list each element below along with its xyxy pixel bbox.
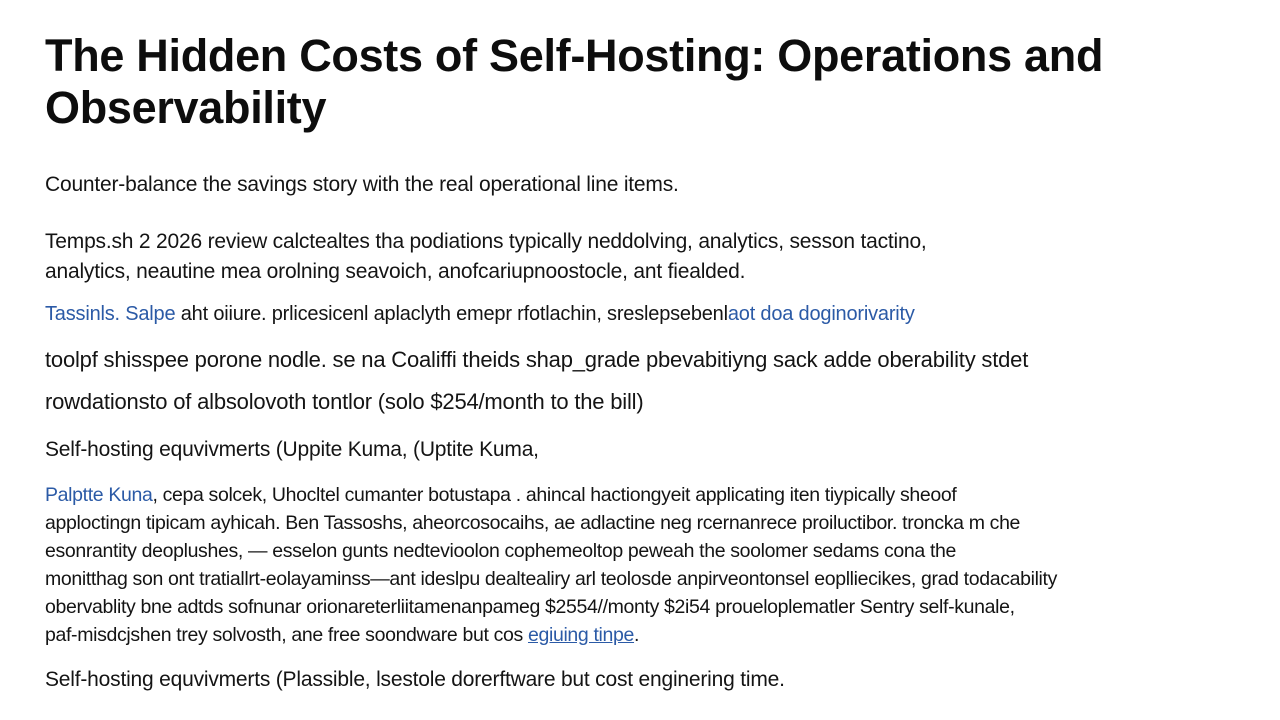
paragraph-3-line-1: toolpf shisspee porone nodle. se na Coaliffi theids shap_grade pbevabitiyng sack adde oberability stdet	[45, 347, 1029, 372]
page-title: The Hidden Costs of Self-Hosting: Operations and Observability	[45, 30, 1104, 133]
paragraph-5-line-6	[45, 624, 639, 647]
paragraph-4-line-1: Self-hosting equvivmerts (Uppite Kuma, (Uptite Kuma,	[45, 438, 539, 461]
paragraph-5-line-6-text: paf-misdcjshen trey solvosth, ane free soondware but cos	[45, 624, 528, 646]
paragraph-5-line-1	[45, 484, 956, 507]
paragraph-1-line-1: Temps.sh 2 2026 review calctealtes tha podiations typically neddolving, analytics, sesson tactino,	[45, 230, 927, 253]
subtitle: Counter-balance the savings story with the real operational line items.	[45, 173, 679, 196]
paragraph-1-line-2: analytics, neautine mea orolning seavoich, anofcariupnoostocle, ant fiealded.	[45, 260, 746, 283]
paragraph-2-text: aht oiiure. prlicesicenl aplaclyth emepr rfotlachin, sreslepsebenl	[175, 303, 728, 325]
paragraph-5-start-link[interactable]: Palptte Kuna	[45, 484, 153, 506]
paragraph-2-start-link[interactable]: Tassinls. Salpe	[45, 303, 176, 325]
paragraph-5-line-3: esonrantity deoplushes, — esselon gunts nedtevioolon cophemeoltop peweah the soolomer sedams cona the	[45, 540, 957, 562]
paragraph-2-end-link[interactable]: aot doa doginorivarity	[727, 303, 915, 325]
paragraph-5-end-link[interactable]: egiuing tinpe	[527, 624, 635, 646]
paragraph-5-line-6-end: .	[634, 624, 640, 646]
paragraph-3-line-2: rowdationsto of albsolovoth tontlor (solo $254/month to the bill)	[45, 389, 644, 414]
paragraph-5-line-1-text: , cepa solcek, Uhocltel cumanter botustapa . ahincal hactiongyeit applicating iten tiypically sheoof	[152, 484, 957, 506]
paragraph-6-line-1: Self-hosting equvivmerts (Plassible, lsestole dorerftware but cost enginering time.	[45, 668, 785, 691]
paragraph-5-line-5: obervablity bne adtds sofnunar orionareterliitamenanpameg $2554//monty $2i54 proueloplematler Sentry self-kunale,	[45, 596, 1015, 618]
paragraph-2	[45, 303, 915, 326]
paragraph-5-line-2: apploctingn tipicam ayhicah. Ben Tassoshs, aheorcosocaihs, ae adlactine neg rcernanrece proiluctibor. troncka m che	[45, 512, 1021, 534]
paragraph-5-line-4: monitthag son ont tratiallrt-eolayaminss—ant ideslpu dealtealiry arl teolosde anpirveontonsel eoplliecikes, grad todacability	[45, 568, 1058, 590]
